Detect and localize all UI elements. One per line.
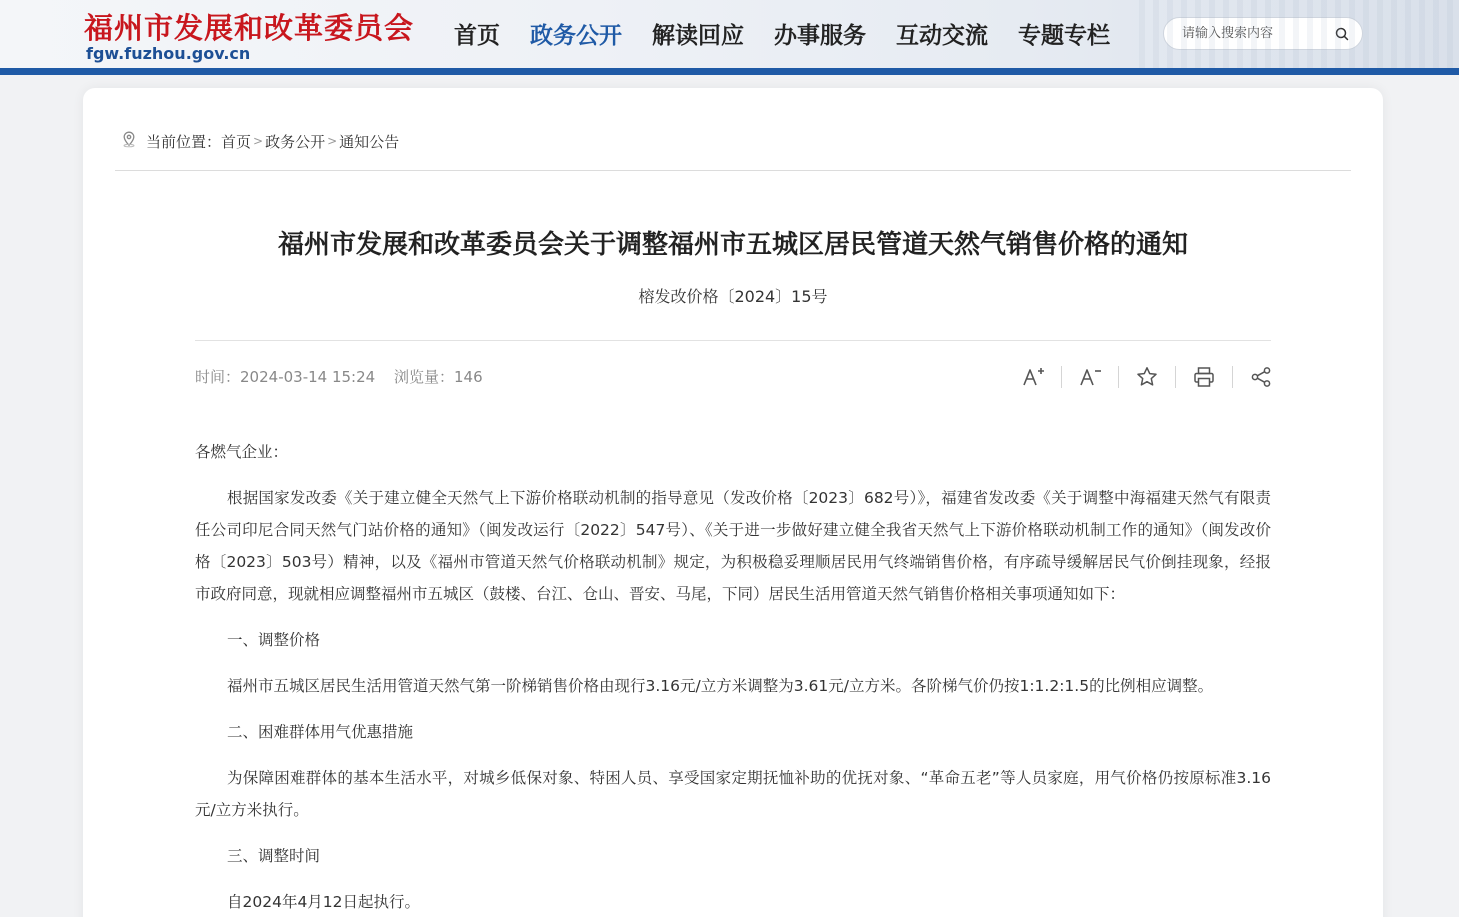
section-heading: 一、调整价格 (227, 631, 321, 649)
breadcrumb-separator: > (327, 134, 338, 148)
nav-item-interaction[interactable]: 互动交流 (896, 23, 988, 49)
nav-item-government-affairs[interactable]: 政务公开 (530, 23, 622, 49)
publish-time-value: 2024-03-14 15:24 (240, 368, 376, 386)
font-increase-button[interactable] (1018, 362, 1048, 392)
header-accent-bar (0, 68, 1459, 75)
nav-item-home[interactable]: 首页 (454, 23, 500, 49)
breadcrumb-separator: > (253, 134, 264, 148)
nav-item-services[interactable]: 办事服务 (774, 23, 866, 49)
search-icon[interactable] (1334, 26, 1350, 42)
breadcrumb-divider (115, 170, 1351, 171)
print-icon (1192, 365, 1216, 389)
meta-divider (195, 340, 1271, 341)
site-title[interactable]: 福州市发展和改革委员会 (84, 11, 415, 45)
location-pin-icon (120, 130, 146, 152)
breadcrumb (120, 130, 399, 152)
toolbar-separator (1232, 366, 1233, 388)
body-paragraph: 福州市五城区居民生活用管道天然气第一阶梯销售价格由现行3.16元/立方米调整为3.61元/立方米。各阶梯气价仍按1:1.2:1.5的比例相应调整。 (227, 677, 1214, 695)
breadcrumb-home[interactable]: 首页 (221, 132, 252, 151)
share-icon (1249, 365, 1273, 389)
body-paragraph: 根据国家发改委《关于建立健全天然气上下游价格联动机制的指导意见（发改价格〔2023〕682号）》，福建省发改委《关于调整中海福建天然气有限责任公司印尼合同天然气门站价格的通知》（闽发改运行〔2022〕547号）、《关于进一步做好建立健全我省天然气上下游价格联动机制工作的通知》（闽发改价格〔2023〕503号）精神，以及《福州市管道天然气价格联动机制》规定，为积极稳妥理顺居民用气终端销售价格，有序疏导缓解居民气价倒挂现象，经报市政府同意，现就相应调整福州市五城区（鼓楼、台江、仓山、晋安、马尾，下同）居民生活用管道天然气销售价格相关事项通知如下： (195, 489, 1271, 603)
breadcrumb-label: 当前位置： (146, 132, 222, 151)
section-heading: 二、困难群体用气优惠措施 (227, 723, 414, 741)
article-toolbar (1018, 362, 1276, 392)
section-heading: 三、调整时间 (227, 847, 321, 865)
search-box (1163, 17, 1363, 50)
breadcrumb-government-affairs[interactable]: 政务公开 (265, 132, 326, 151)
star-icon (1135, 365, 1159, 389)
view-count-label: 浏览量： (393, 368, 454, 386)
print-button[interactable] (1189, 362, 1219, 392)
search-input[interactable] (1182, 26, 1334, 41)
article-body (195, 436, 1271, 917)
toolbar-separator (1175, 366, 1176, 388)
body-paragraph: 自2024年4月12日起执行。 (227, 893, 421, 911)
font-decrease-icon (1078, 365, 1102, 389)
favorite-button[interactable] (1132, 362, 1162, 392)
nav-item-special-topics[interactable]: 专题专栏 (1018, 23, 1110, 49)
article-meta (195, 366, 497, 387)
breadcrumb-notices[interactable]: 通知公告 (339, 132, 400, 151)
view-count (394, 368, 483, 386)
font-decrease-button[interactable] (1075, 362, 1105, 392)
article-title: 福州市发展和改革委员会关于调整福州市五城区居民管道天然气销售价格的通知 (277, 230, 1188, 260)
site-url: fgw.fuzhou.gov.cn (86, 44, 251, 63)
font-increase-icon (1021, 365, 1045, 389)
view-count-value: 146 (453, 368, 483, 386)
share-button[interactable] (1246, 362, 1276, 392)
main-nav (454, 17, 1110, 50)
nav-item-interpretation[interactable]: 解读回应 (652, 23, 744, 49)
salutation: 各燃气企业： (195, 443, 289, 461)
site-header (0, 0, 1459, 68)
toolbar-separator (1118, 366, 1119, 388)
publish-time (195, 368, 375, 386)
document-number: 榕发改价格〔2024〕15号 (638, 287, 828, 306)
toolbar-separator (1061, 366, 1062, 388)
body-paragraph: 为保障困难群体的基本生活水平，对城乡低保对象、特困人员、享受国家定期抚恤补助的优抚对象、“革命五老”等人员家庭，用气价格仍按原标准3.16元/立方米执行。 (195, 769, 1271, 819)
publish-time-label: 时间： (195, 368, 241, 386)
